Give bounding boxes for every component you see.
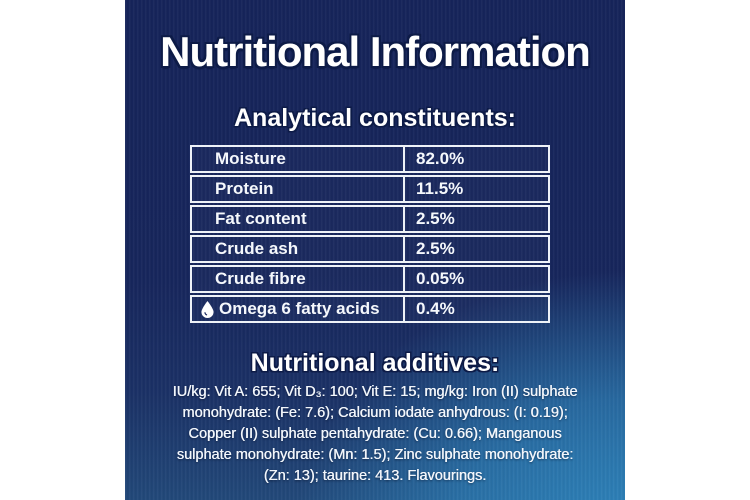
nutrient-label: Omega 6 fatty acids <box>192 297 405 321</box>
nutrient-label: Crude ash <box>192 237 405 261</box>
nutrient-value: 0.4% <box>416 299 455 318</box>
additives-text <box>140 382 610 487</box>
additives-line: IU/kg: Vit A: 655; Vit D₃: 100; Vit E: 15; mg/kg: Iron (II) sulphate <box>172 384 578 400</box>
additives-line: monohydrate: (Fe: 7.6); Calcium iodate anhydrous: (I: 0.19); <box>182 405 568 421</box>
page-title: Nutritional Information <box>160 28 590 75</box>
nutrient-value: 11.5% <box>416 179 464 198</box>
table-row <box>190 235 550 263</box>
analytical-constituents-heading: Analytical constituents: <box>234 104 516 132</box>
additives-line: sulphate monohydrate: (Mn: 1.5); Zinc sulphate monohydrate: <box>176 447 574 463</box>
additives-line: Copper (II) sulphate pentahydrate: (Cu: 0.66); Manganous <box>188 426 562 442</box>
constituents-table <box>190 145 550 323</box>
nutrient-value: 0.05% <box>416 269 465 288</box>
table-row <box>190 145 550 173</box>
nutrient-label: Protein <box>192 177 405 201</box>
nutrient-value: 2.5% <box>416 209 455 228</box>
nutrient-label: Crude fibre <box>192 267 405 291</box>
nutrient-label: Moisture <box>192 147 405 171</box>
nutrient-label: Fat content <box>192 207 405 231</box>
nutrient-value: 82.0% <box>416 149 465 168</box>
table-row <box>190 175 550 203</box>
nutrient-value: 2.5% <box>416 239 455 258</box>
nutrition-panel <box>125 0 625 500</box>
nutritional-additives-heading: Nutritional additives: <box>250 349 500 377</box>
droplet-icon <box>201 301 214 318</box>
table-row <box>190 205 550 233</box>
table-row <box>190 295 550 323</box>
table-row <box>190 265 550 293</box>
additives-line: (Zn: 13); taurine: 413. Flavourings. <box>263 468 487 484</box>
